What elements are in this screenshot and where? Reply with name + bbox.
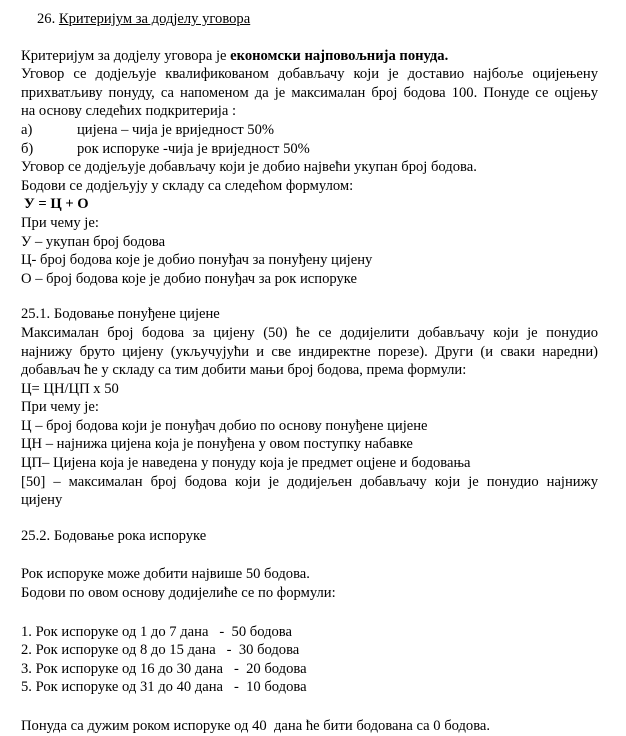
subcriterion-marker: б) bbox=[21, 140, 34, 157]
where-intro: При чему је: bbox=[21, 214, 99, 231]
section-25-1-paragraph-line: Максималан број бодова за цијену (50) ће се додијелити добављачу који је понудио bbox=[21, 324, 598, 341]
document-page bbox=[21, 10, 598, 736]
subcriterion-marker: а) bbox=[21, 121, 33, 138]
subcriterion-item bbox=[21, 121, 598, 140]
main-formula: У = Ц + О bbox=[24, 196, 89, 213]
criterion-bold: економски најповољнија понуда. bbox=[230, 47, 449, 64]
section-25-1-title: 25.1. Бодовање понуђене цијене bbox=[21, 306, 220, 323]
section-25-1-paragraph-line: најнижу бруто цијену (укључујући и све индиректне порезе). Други (и сваки наредни) bbox=[21, 343, 598, 360]
closing-line: Понуда са дужим роком испоруке од 40 дана ће бити бодована са 0 бодова. bbox=[21, 718, 491, 734]
section-25-1-paragraph-line: добављач ће у складу са тим добити мањи број бодова, према формули: bbox=[21, 362, 467, 379]
subcriterion-item bbox=[21, 140, 598, 159]
criterion-line bbox=[21, 47, 598, 66]
intro-line: на основу следећих подкритерија : bbox=[21, 103, 237, 120]
where-item: У – укупан број бодова bbox=[21, 233, 166, 250]
award-line: Бодови се додјељују у складу са следећом формулом: bbox=[21, 177, 354, 194]
delivery-list-item: 2. Рок испоруке од 8 до 15 дана - 30 бодова bbox=[21, 642, 300, 659]
heading-title: Критеријум за додјелу уговора bbox=[58, 11, 251, 27]
where-intro: При чему је: bbox=[21, 399, 99, 416]
intro-line: Уговор се додјељује квалификованом добављачу који је доставио најбоље оцијењену bbox=[21, 66, 598, 83]
where-item: ЦН – најнижа цијена која је понуђена у овом поступку набавке bbox=[21, 436, 413, 453]
criterion-prefix: Критеријум за додјелу уговора је bbox=[21, 47, 227, 64]
section-25-2-title: 25.2. Бодовање рока испоруке bbox=[21, 527, 207, 544]
where-item: Ц- број бодова које је добио понуђач за понуђену цијену bbox=[21, 252, 373, 269]
intro-line: прихватљиву понуду, са напоменом да је максималан број бодова 100. Понуде се оцјењу bbox=[21, 84, 598, 101]
where-item: цијену bbox=[21, 492, 63, 509]
where-item: [50] – максималан број бодова који је додијељен добављачу који је понудио најнижу bbox=[21, 473, 598, 490]
where-item: О – број бодова које је добио понуђач за рок испоруке bbox=[21, 270, 357, 287]
heading-number: 26. bbox=[37, 11, 56, 27]
subcriterion-text: рок испоруке -чија је вриједност 50% bbox=[77, 140, 310, 157]
where-item: ЦП– Цијена која је наведена у понуду која је предмет оцјене и бодовања bbox=[21, 455, 471, 472]
section-25-2-intro-line: Рок испоруке може добити највише 50 бодова. bbox=[21, 566, 310, 583]
award-line: Уговор се додјељује добављачу који је добио највећи укупан број бодова. bbox=[21, 159, 477, 176]
where-item: Ц – број бодова који је понуђач добио по основу понуђене цијене bbox=[21, 417, 428, 434]
delivery-list-item: 5. Рок испоруке од 31 до 40 дана - 10 бодова bbox=[21, 679, 307, 696]
delivery-list-item: 1. Рок испоруке од 1 до 7 дана - 50 бодова bbox=[21, 623, 292, 640]
subcriterion-text: цијена – чија је вриједност 50% bbox=[77, 121, 275, 138]
price-formula: Ц= ЦН/ЦП х 50 bbox=[21, 380, 119, 397]
section-25-2-intro-line: Бодови по овом основу додијелиће се по формули: bbox=[21, 585, 336, 602]
section-heading bbox=[21, 10, 598, 29]
delivery-list-item: 3. Рок испоруке од 16 до 30 дана - 20 бодова bbox=[21, 660, 307, 677]
